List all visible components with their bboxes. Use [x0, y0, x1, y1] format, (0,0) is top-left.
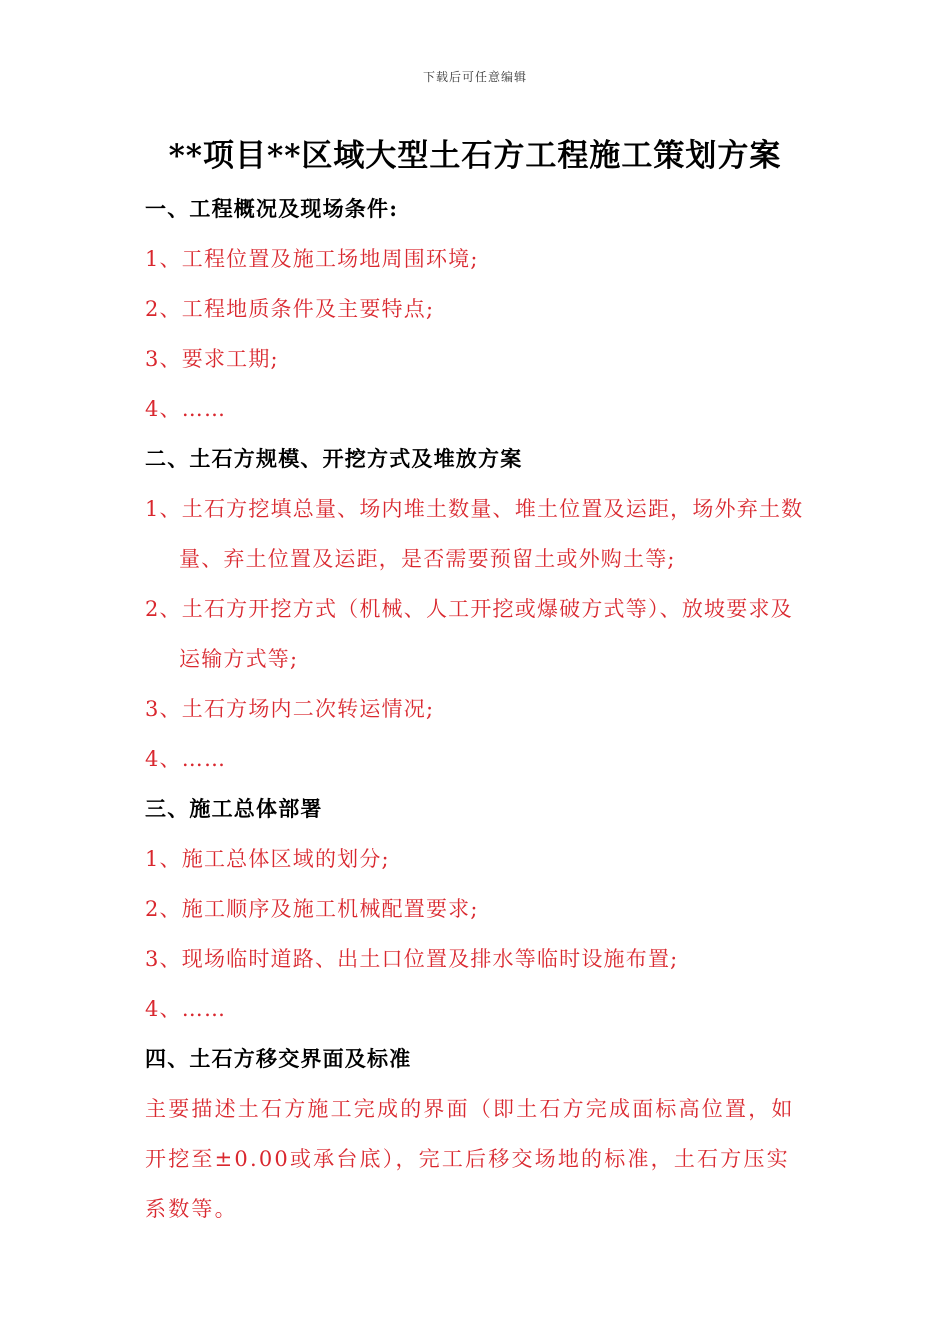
header-note: 下载后可任意编辑: [422, 70, 527, 84]
list-item-continuation: 量、弃土位置及运距，是否需要预留土或外购土等;: [179, 547, 676, 571]
page-title: **项目**区域大型土石方工程施工策划方案: [168, 138, 782, 174]
list-item: 2、工程地质条件及主要特点;: [145, 297, 435, 321]
list-item-continuation: 运输方式等;: [179, 647, 299, 671]
list-item: 1、土石方挖填总量、场内堆土数量、堆土位置及运距，场外弃土数: [145, 497, 804, 521]
section-heading-2: 二、土石方规模、开挖方式及堆放方案: [145, 446, 523, 471]
list-item: 2、施工顺序及施工机械配置要求;: [145, 897, 479, 921]
section-heading-1: 一、工程概况及现场条件:: [145, 196, 399, 221]
list-item: 4、……: [145, 397, 227, 421]
list-item: 4、……: [145, 747, 227, 771]
list-item: 2、土石方开挖方式（机械、人工开挖或爆破方式等）、放坡要求及: [145, 597, 793, 621]
list-item: 3、土石方场内二次转运情况;: [145, 697, 435, 721]
list-item: 3、要求工期;: [145, 347, 279, 371]
list-item: 3、现场临时道路、出土口位置及排水等临时设施布置;: [145, 947, 679, 971]
list-item: 1、工程位置及施工场地周围环境;: [145, 247, 479, 271]
section-heading-3: 三、施工总体部署: [145, 796, 323, 821]
list-item: 4、……: [145, 997, 227, 1021]
document-body: [145, 184, 810, 1234]
list-item: 1、施工总体区域的划分;: [145, 847, 390, 871]
section-heading-4: 四、土石方移交界面及标准: [145, 1046, 412, 1071]
section-paragraph: 主要描述土石方施工完成的界面（即土石方完成面标高位置，如开挖至±0.00或承台底），完工后移交场地的标准，土石方压实系数等。: [145, 1097, 795, 1221]
